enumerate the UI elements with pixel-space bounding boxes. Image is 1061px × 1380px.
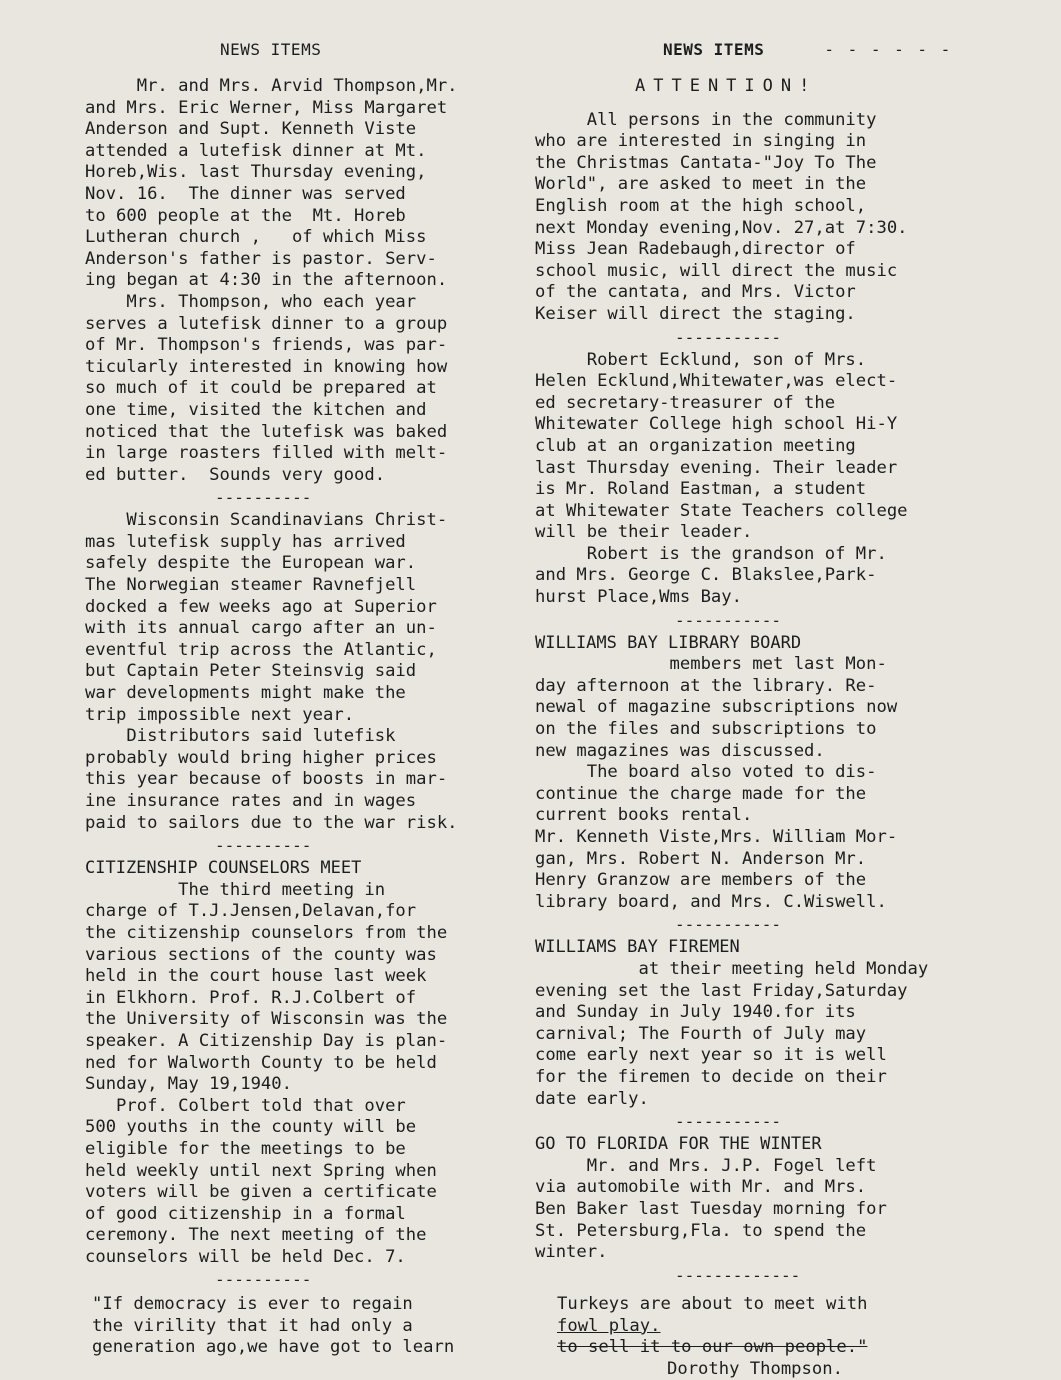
text-line: in Elkhorn. Prof. R.J.Colbert of (85, 987, 417, 1008)
text-line: this year because of boosts in mar- (85, 769, 448, 790)
text-line: last Thursday evening. Their leader (535, 457, 898, 478)
left-header: NEWS ITEMS (220, 40, 322, 59)
text-line: trip impossible next year. (85, 704, 355, 725)
text-line: counselors will be held Dec. 7. (85, 1246, 406, 1267)
text-line: Nov. 16. The dinner was served (85, 183, 406, 204)
right-header-text: NEWS ITEMS (663, 40, 765, 59)
article-florida (535, 1156, 1005, 1264)
right-header (535, 40, 1005, 60)
text-line: ned for Walworth County to be held (85, 1052, 437, 1073)
quote-attribution: Dorothy Thompson. (667, 1358, 843, 1379)
text-line: members met last Mon- (535, 654, 887, 675)
text-line: war developments might make the (85, 683, 406, 704)
text-line: Sunday, May 19,1940. (85, 1074, 292, 1095)
text-line: Robert Ecklund, son of Mrs. (535, 349, 867, 370)
text-line: St. Petersburg,Fla. to spend the (535, 1220, 867, 1241)
article-firemen (535, 959, 1005, 1110)
text-line: with its annual cargo after an un- (85, 618, 437, 639)
text-line: mas lutefisk supply has arrived (85, 531, 406, 552)
text-line: new magazines was discussed. (535, 740, 825, 761)
text-line: various sections of the county was (85, 944, 437, 965)
text-line: 500 youths in the county will be (85, 1117, 417, 1138)
citizenship-heading: CITIZENSHIP COUNSELORS MEET (85, 858, 362, 879)
text-line: Keiser will direct the staging. (535, 303, 856, 324)
separator: ---------- (215, 488, 312, 508)
text-line: ed secretary-treasurer of the (535, 392, 836, 413)
quote-right-line: fowl play. (557, 1315, 661, 1336)
quote-right-line: Turkeys are about to meet with (557, 1294, 868, 1314)
text-line: who are interested in singing in (535, 131, 867, 152)
text-line: generation ago,we have got to learn (92, 1337, 455, 1358)
text-line: evening set the last Friday,Saturday (535, 980, 908, 1001)
separator: ------------- (675, 1265, 801, 1285)
text-line: ed butter. Sounds very good. (85, 464, 386, 485)
text-line: Henry Granzow are members of the (535, 870, 867, 891)
right-column (535, 40, 1005, 1288)
text-line: attended a lutefisk dinner at Mt. (85, 140, 427, 161)
text-line: ceremony. The next meeting of the (85, 1225, 427, 1246)
closing-quote (92, 1294, 1012, 1379)
text-line: and Sunday in July 1940.for its (535, 1002, 856, 1023)
text-line: eligible for the meetings to be (85, 1138, 406, 1159)
text-line: Miss Jean Radebaugh,director of (535, 239, 856, 260)
text-line: to 600 people at the Mt. Horeb (85, 205, 406, 226)
text-line: and Mrs. Eric Werner, Miss Margaret (85, 97, 448, 118)
text-line: Lutheran church , of which Miss (85, 227, 427, 248)
text-line: but Captain Peter Steinsvig said (85, 661, 417, 682)
text-line: Anderson and Supt. Kenneth Viste (85, 119, 417, 140)
text-line: so much of it could be prepared at (85, 378, 437, 399)
firemen-heading: WILLIAMS BAY FIREMEN (535, 937, 740, 958)
text-line: the virility that it had only a (92, 1315, 413, 1336)
separator: ----------- (675, 1112, 781, 1132)
text-line: date early. (535, 1088, 649, 1109)
text-line: The third meeting in (85, 879, 386, 900)
library-heading: WILLIAMS BAY LIBRARY BOARD (535, 632, 802, 653)
text-line: serves a lutefisk dinner to a group (85, 313, 448, 334)
text-line: World", are asked to meet in the (535, 174, 867, 195)
text-line: Horeb,Wis. last Thursday evening, (85, 162, 427, 183)
text-line: carnival; The Fourth of July may (535, 1023, 867, 1044)
text-line: at Whitewater State Teachers college (535, 500, 908, 521)
text-line: held weekly until next Spring when (85, 1160, 437, 1181)
text-line: Distributors said lutefisk (85, 726, 396, 747)
text-line: continue the charge made for the (535, 783, 867, 804)
article-ecklund (535, 350, 1005, 609)
text-line: is Mr. Roland Eastman, a student (535, 479, 867, 500)
right-header-dash: - - - - - - (824, 40, 953, 59)
text-line: charge of T.J.Jensen,Delavan,for (85, 901, 417, 922)
text-line: of Mr. Thompson's friends, was par- (85, 335, 448, 356)
separator: ----------- (675, 915, 781, 935)
text-line: "If democracy is ever to regain (92, 1294, 413, 1314)
text-line: ine insurance rates and in wages (85, 791, 417, 811)
text-line: The board also voted to dis- (535, 762, 877, 783)
text-line: one time, visited the kitchen and (85, 399, 427, 420)
text-line: Anderson's father is pastor. Serv- (85, 248, 437, 269)
text-line: club at an organization meeting (535, 435, 856, 456)
text-line: The Norwegian steamer Ravnefjell (85, 575, 417, 596)
text-line: eventful trip across the Atlantic, (85, 639, 437, 660)
text-line: library board, and Mrs. C.Wiswell. (535, 891, 887, 912)
article-lutefisk-dinner (85, 76, 535, 486)
text-line: paid to sailors due to the war risk. (85, 812, 458, 833)
quote-left (92, 1294, 557, 1359)
article-attention (535, 110, 1005, 326)
text-line: on the files and subscriptions to (535, 719, 877, 740)
text-line: and Mrs. George C. Blakslee,Park- (535, 565, 877, 586)
text-line: current books rental. (535, 805, 753, 826)
text-line: winter. (535, 1242, 608, 1263)
text-line: school music, will direct the music (535, 260, 898, 281)
separator: ---------- (215, 836, 312, 856)
text-line: Mr. and Mrs. Arvid Thompson,Mr. (85, 76, 458, 96)
text-line: speaker. A Citizenship Day is plan- (85, 1030, 448, 1051)
text-line: held in the court house last week (85, 966, 427, 987)
text-line: Robert is the grandson of Mr. (535, 543, 887, 564)
article-library (535, 654, 1005, 913)
text-line: Mrs. Thompson, who each year (85, 291, 417, 312)
text-line: of the cantata, and Mrs. Victor (535, 282, 856, 303)
text-line: Mr. Kenneth Viste,Mrs. William Mor- (535, 827, 898, 847)
text-line: newal of magazine subscriptions now (535, 697, 898, 718)
quote-closing-line: to sell it to our own people." (557, 1337, 868, 1357)
text-line: hurst Place,Wms Bay. (535, 587, 742, 608)
text-line: Helen Ecklund,Whitewater,was elect- (535, 371, 898, 392)
text-line: next Monday evening,Nov. 27,at 7:30. (535, 217, 908, 238)
attention-heading: ATTENTION! (635, 76, 818, 96)
text-line: All persons in the community (535, 109, 877, 130)
article-scandinavians (85, 510, 535, 834)
text-line: probably would bring higher prices (85, 747, 437, 768)
text-line: gan, Mrs. Robert N. Anderson Mr. (535, 848, 867, 869)
text-line: day afternoon at the library. Re- (535, 675, 877, 696)
text-line: docked a few weeks ago at Superior (85, 596, 437, 617)
text-line: Ben Baker last Tuesday morning for (535, 1198, 887, 1219)
text-line: noticed that the lutefisk was baked (85, 421, 448, 442)
text-line: the University of Wisconsin was the (85, 1009, 448, 1030)
text-line: voters will be given a certificate (85, 1182, 437, 1203)
text-line: will be their leader. (535, 522, 753, 543)
text-line: for the firemen to decide on their (535, 1066, 887, 1087)
florida-heading: GO TO FLORIDA FOR THE WINTER (535, 1134, 822, 1155)
separator: ---------- (215, 1270, 312, 1290)
text-line: in large roasters filled with melt- (85, 443, 448, 464)
separator: ----------- (675, 610, 781, 630)
text-line: at their meeting held Monday (535, 958, 929, 979)
text-line: safely despite the European war. (85, 553, 417, 574)
text-line: Mr. and Mrs. J.P. Fogel left (535, 1155, 877, 1176)
text-line: ing began at 4:30 in the afternoon. (85, 270, 448, 291)
text-line: of good citizenship in a formal (85, 1203, 406, 1224)
text-line: Prof. Colbert told that over (85, 1095, 406, 1116)
text-line: Whitewater College high school Hi-Y (535, 414, 898, 435)
text-line: English room at the high school, (535, 195, 867, 216)
text-line: the citizenship counselors from the (85, 922, 448, 943)
text-line: Wisconsin Scandinavians Christ- (85, 510, 448, 531)
text-line: the Christmas Cantata-"Joy To The (535, 152, 877, 173)
text-line: come early next year so it is well (535, 1045, 887, 1066)
separator: ----------- (675, 327, 781, 347)
text-line: via automobile with Mr. and Mrs. (535, 1177, 867, 1198)
text-line: ticularly interested in knowing how (85, 356, 448, 377)
article-citizenship (85, 880, 535, 1269)
left-column (85, 40, 535, 1292)
